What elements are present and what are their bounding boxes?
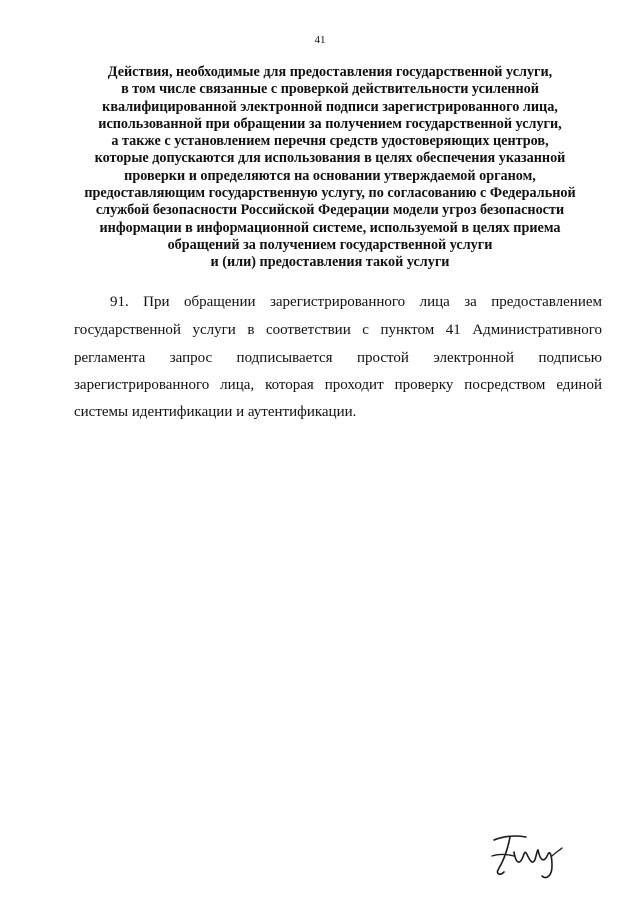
heading-line: информации в информационной системе, используемой в целях приема — [99, 219, 561, 236]
heading-line: квалифицированной электронной подписи зарегистрированного лица, — [102, 98, 558, 115]
heading-line: проверки и определяются на основании утверждаемой органом, — [124, 167, 536, 184]
heading-line: Действия, необходимые для предоставления государственной услуги, — [107, 64, 553, 80]
section-heading — [60, 64, 600, 272]
heading-line: службой безопасности Российской Федерации модели угроз безопасности — [95, 202, 565, 219]
heading-line: предоставляющим государственную услугу, по согласованию с Федеральной — [84, 185, 576, 202]
paragraph-line: регламента запрос подписывается простой электронной подписью — [74, 350, 602, 366]
paragraph-line: 91. При обращении зарегистрированного лица за предоставлением — [110, 294, 602, 310]
paragraph-line: зарегистрированного лица, которая проходит проверку посредством единой — [74, 377, 602, 393]
heading-line: в том числе связанные с проверкой действительности усиленной — [121, 81, 539, 98]
heading-line: а также с установлением перечня средств удостоверяющих центров, — [111, 133, 549, 150]
heading-line: которые допускаются для использования в целях обеспечения указанной — [94, 150, 566, 167]
heading-line: использованной при обращении за получением государственной услуги, — [98, 115, 562, 132]
paragraph-line: государственной услуги в соответствии с пунктом 41 Административного — [74, 322, 602, 338]
page-number: 41 — [314, 34, 326, 46]
heading-line: и (или) предоставления такой услуги — [210, 254, 450, 271]
paragraph-line: системы идентификации и аутентификации. — [74, 404, 357, 420]
handwritten-signature — [486, 826, 566, 882]
heading-line: обращений за получением государственной услуги — [167, 236, 493, 253]
